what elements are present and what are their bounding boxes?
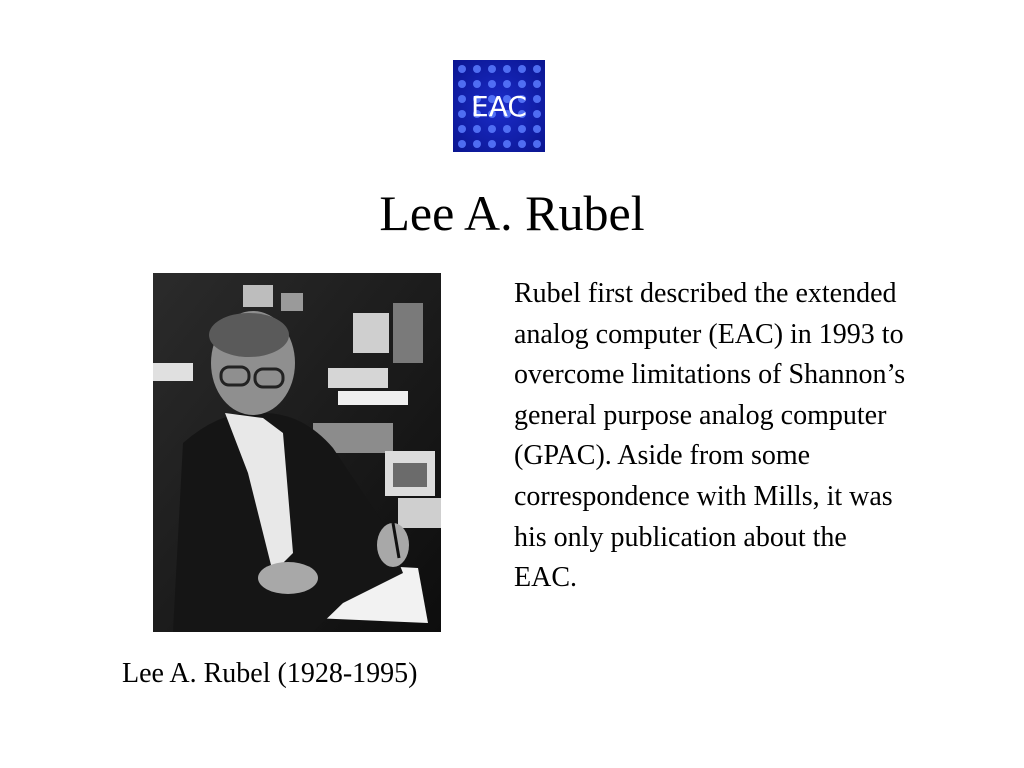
body-paragraph: Rubel first described the extended analog computer (EAC) in 1993 to overcome limitations of Shannon’s general purpose analog computer (GPAC). Aside from some correspondence with Mills, it was his only publication about the EAC. xyxy=(514,278,906,594)
eac-logo-icon xyxy=(453,60,545,152)
portrait-photo xyxy=(153,273,441,632)
photo-caption: Lee A. Rubel (1928-1995) xyxy=(122,658,418,689)
slide-title: Lee A. Rubel xyxy=(379,185,645,241)
logo-text: EAC xyxy=(471,89,527,123)
